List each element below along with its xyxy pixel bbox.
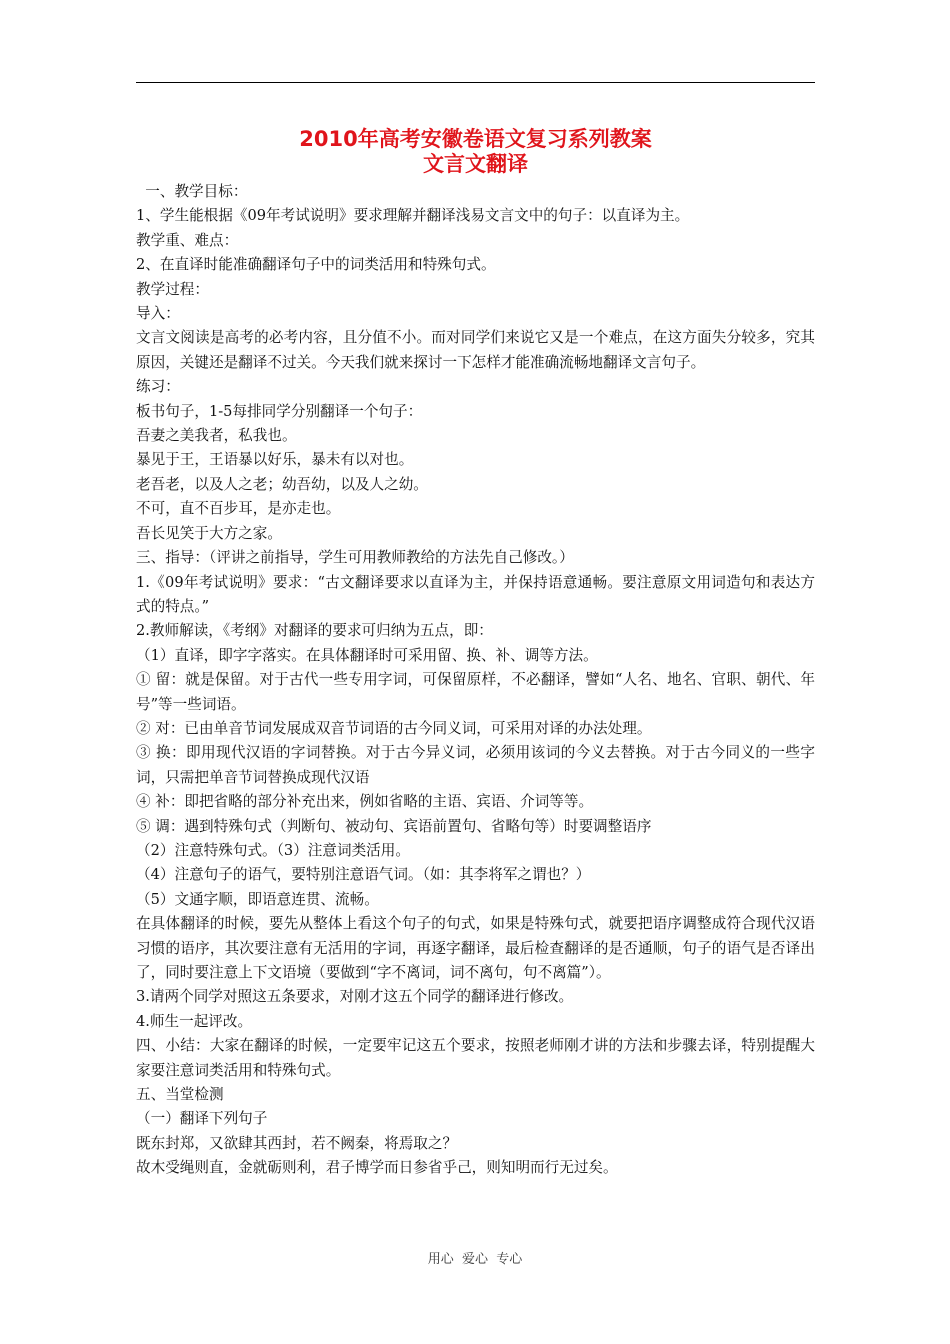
paragraph: （2）注意特殊句式。（3）注意词类活用。	[136, 841, 410, 859]
paragraph: 2.教师解读，《考纲》对翻译的要求可归纳为五点，即：	[136, 622, 493, 640]
paragraph: 故木受绳则直，金就砺则利，君子博学而日参省乎己，则知明而行无过矣。	[136, 1159, 618, 1177]
paragraph: 三、指导：（评讲之前指导，学生可用教师教给的方法先自己修改。）	[136, 549, 574, 567]
paragraph: 既东封郑，又欲肆其西封，若不阙秦，将焉取之？	[136, 1134, 458, 1152]
paragraph: 四、小结：大家在翻译的时候，一定要牢记这五个要求，按照老师刚才讲的方法和步骤去译，特别提醒大家要注意词类活用和特殊句式。	[136, 1037, 815, 1079]
paragraph: 教学重、难点：	[136, 231, 239, 249]
paragraph: ③ 换：即用现代汉语的字词替换。对于古今异义词，必须用该词的今义去替换。对于古今同义的一些字词，只需把单音节词替换成现代汉语	[136, 744, 815, 786]
paragraph: 五、当堂检测	[136, 1086, 224, 1104]
paragraph: 练习：	[136, 378, 180, 396]
paragraph: （1）直译，即字字落实。在具体翻译时可采用留、换、补、调等方法。	[136, 646, 598, 664]
paragraph: 2、在直译时能准确翻译句子中的词类活用和特殊句式。	[136, 256, 496, 274]
page-footer: 用心 爱心 专心	[427, 1252, 523, 1267]
paragraph: 不可，直不百步耳，是亦走也。	[136, 500, 341, 518]
document-title: 2010年高考安徽卷语文复习系列教案	[299, 127, 652, 151]
paragraph: ⑤ 调：遇到特殊句式（判断句、被动句、宾语前置句、省略句等）时要调整语序	[136, 817, 652, 835]
paragraph: 导入：	[136, 305, 180, 323]
paragraph: 暴见于王，王语暴以好乐，暴未有以对也。	[136, 451, 414, 469]
paragraph: 3.请两个同学对照这五条要求，对刚才这五个同学的翻译进行修改。	[136, 988, 574, 1006]
paragraph: （5）文通字顺，即语意连贯、流畅。	[136, 890, 379, 908]
paragraph: 板书句子，1-5每排同学分别翻译一个句子：	[136, 402, 423, 420]
paragraph: ① 留：就是保留。对于古代一些专用字词，可保留原样，不必翻译，譬如“人名、地名、官职、朝代、年号”等一些词语。	[136, 671, 815, 713]
header-rule	[136, 82, 815, 83]
paragraph: ② 对：已由单音节词发展成双音节词语的古今同义词，可采用对译的办法处理。	[136, 719, 652, 737]
paragraph: 吾妻之美我者，私我也。	[136, 427, 297, 445]
paragraph: 1.《09年考试说明》要求：“古文翻译要求以直译为主，并保持语意通畅。要注意原文用词造句和表达方式的特点。”	[136, 573, 815, 615]
paragraph: 一、教学目标：	[136, 183, 248, 200]
paragraph: 文言文阅读是高考的必考内容，且分值不小。而对同学们来说它又是一个难点，在这方面失分较多，究其原因，关键还是翻译不过关。今天我们就来探讨一下怎样才能准确流畅地翻译文言句子。	[136, 329, 815, 371]
paragraph: 教学过程：	[136, 280, 209, 298]
paragraph: 在具体翻译的时候，要先从整体上看这个句子的句式，如果是特殊句式，就要把语序调整成符合现代汉语习惯的语序，其次要注意有无活用的字词，再逐字翻译，最后检查翻译的是否通顺，句子的语气是否译出了，同时要注意上下文语境（要做到“字不离词，词不离句，句不离篇”）。	[136, 915, 815, 981]
paragraph: 吾长见笑于大方之家。	[136, 524, 282, 542]
document-body	[136, 180, 815, 1181]
paragraph: ④ 补：即把省略的部分补充出来，例如省略的主语、宾语、介词等等。	[136, 793, 594, 811]
paragraph: 老吾老，以及人之老；幼吾幼，以及人之幼。	[136, 475, 428, 493]
paragraph: （4）注意句子的语气，要特别注意语气词。（如：其李将军之谓也？）	[136, 866, 591, 884]
paragraph: 1、学生能根据《09年考试说明》要求理解并翻译浅易文言文中的句子：以直译为主。	[136, 207, 690, 225]
document-subtitle: 文言文翻译	[423, 152, 528, 176]
paragraph: （一）翻译下列句子	[136, 1110, 268, 1128]
paragraph: 4.师生一起评改。	[136, 1012, 253, 1030]
